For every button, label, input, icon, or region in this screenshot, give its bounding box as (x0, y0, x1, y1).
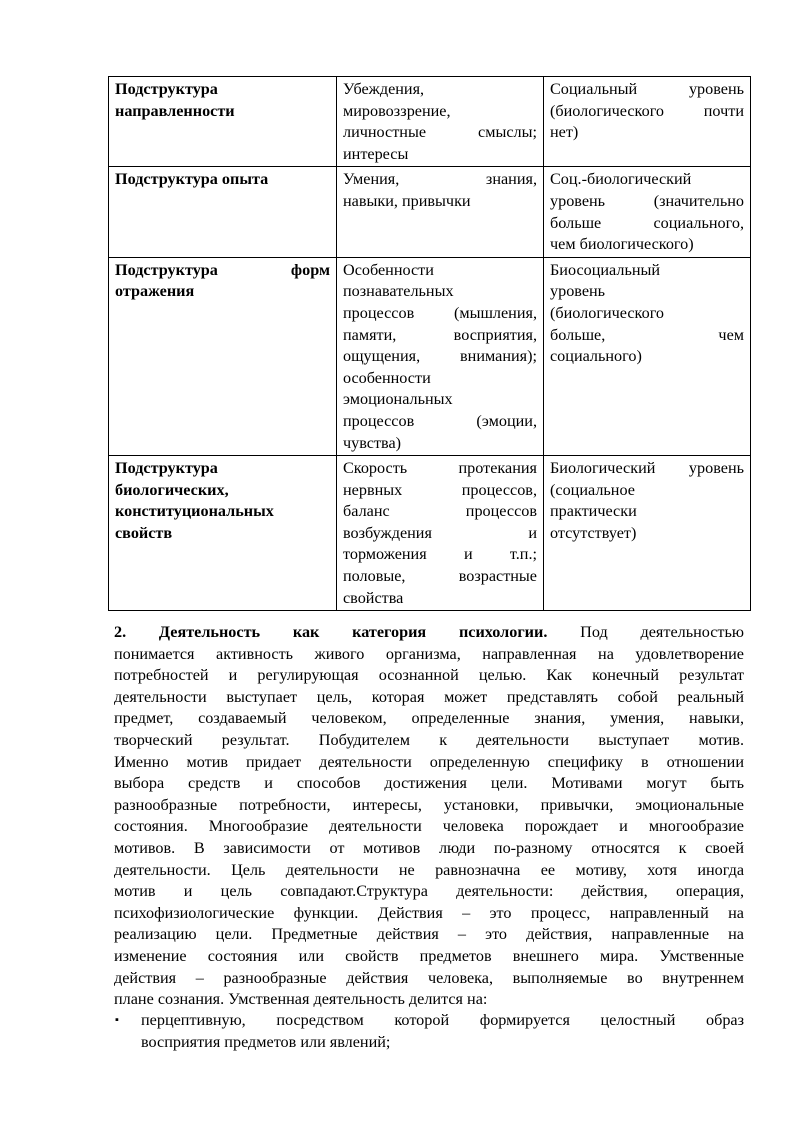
substructure-name-line: направленности (115, 101, 235, 120)
substructure-name-line: Подструктура опыта (115, 170, 269, 189)
substructure-content-line: личностные смыслы; (343, 123, 537, 142)
substructure-level-line: нет) (550, 123, 579, 142)
substructure-content-line: Убеждения, (343, 80, 425, 98)
substructure-level-line: больше социального, (550, 213, 744, 232)
substructure-content-line: торможения и т.п.; (343, 545, 537, 564)
substructure-name-line: Подструктура (115, 459, 218, 478)
table-row (109, 257, 751, 455)
substructure-content-line: нервных процессов, (343, 480, 537, 499)
substructure-level-cell (544, 167, 751, 257)
paragraph-line: деятельности. Цель деятельности не равнозначна ее мотиву, хотя иногда (114, 860, 744, 879)
substructure-content-line: возбуждения и (343, 523, 537, 542)
substructure-level-line: больше, чем (550, 325, 744, 344)
substructure-name-line: отражения (115, 282, 195, 301)
section-body (114, 644, 744, 1011)
substructure-level-line: уровень (550, 282, 606, 301)
substructure-content-line: баланс процессов (343, 502, 537, 521)
substructure-content-line: Умения, знания, (343, 170, 537, 189)
paragraph-line: предмет, создаваемый человеком, определенные знания, умения, навыки, (114, 709, 744, 728)
personality-structure-table (108, 76, 751, 611)
substructure-name-cell (109, 167, 337, 257)
substructure-content-line: мировоззрение, (343, 101, 451, 120)
substructure-content-cell (337, 456, 544, 611)
section-heading: 2. Деятельность как категория психологии. (114, 623, 548, 641)
substructure-content-line: Скорость протекания (343, 459, 537, 478)
paragraph-line: потребностей и регулирующая осознанной целью. Как конечный результат (114, 666, 744, 685)
paragraph-line: деятельности выступает цель, которая может представлять собой реальный (114, 687, 744, 706)
substructure-level-line: социального) (550, 347, 642, 366)
substructure-content-line: процессов (эмоции, (343, 411, 537, 430)
table-row (109, 77, 751, 167)
substructure-content-line: познавательных (343, 282, 454, 301)
substructure-name-cell (109, 456, 337, 611)
substructure-content-line: свойства (343, 588, 404, 607)
substructure-name-line: конституциональных (115, 502, 274, 521)
paragraph-line: мотив и цель совпадают.Структура деятельности: действия, операция, (114, 882, 744, 901)
paragraph-line: состояния. Многообразие деятельности человека порождает и многообразие (114, 817, 744, 836)
substructure-level-line: отсутствует) (550, 523, 637, 542)
substructure-level-cell (544, 456, 751, 611)
paragraph-line: действия – разнообразные действия человека, выполняемые во внутреннем (114, 968, 744, 987)
paragraph-line: изменение состояния или свойств предметов внешнего мира. Умственные (114, 946, 744, 965)
paragraph-line: мотивов. В зависимости от мотивов люди по-разному относятся к своей (114, 838, 744, 857)
paragraph-line: реализацию цели. Предметные действия – это действия, направленные на (114, 925, 744, 944)
list-item-line: перцептивную, посредством которой формируется целостный образ (141, 1011, 744, 1029)
substructure-name-line: биологических, (115, 480, 229, 499)
substructure-name-line: Подструктура форм (115, 260, 330, 279)
section-first-line-rest: Под деятельностью (547, 623, 744, 641)
substructure-content-line: ощущения, внимания); (343, 347, 537, 366)
section-first-line (114, 622, 744, 644)
substructure-content-line: процессов (мышления, (343, 303, 537, 322)
substructure-level-line: (биологического почти (550, 101, 744, 120)
substructure-content-line: особенности (343, 368, 431, 387)
substructure-name-line: Подструктура (115, 80, 218, 98)
bullet-list (114, 1010, 744, 1053)
substructure-content-line: интересы (343, 144, 409, 163)
table-body (109, 77, 751, 611)
paragraph-line: разнообразные потребности, интересы, установки, привычки, эмоциональные (114, 795, 744, 814)
substructure-level-line: Биологический уровень (550, 459, 744, 478)
substructure-content-line: половые, возрастные (343, 567, 537, 586)
substructure-content-line: эмоциональных (343, 390, 453, 409)
substructure-level-line: (биологического (550, 303, 665, 322)
substructure-name-cell (109, 77, 337, 167)
substructure-level-line: Соц.-биологический (550, 170, 692, 189)
substructure-level-cell (544, 257, 751, 455)
substructure-content-cell (337, 257, 544, 455)
substructure-level-line: Социальный уровень (550, 80, 744, 98)
table-row (109, 456, 751, 611)
substructure-name-line: свойств (115, 523, 173, 542)
paragraph-line: психофизиологические функции. Действия – это процесс, направленный на (114, 903, 744, 922)
list-item-text (141, 1010, 744, 1053)
substructure-level-line: чем биологического) (550, 235, 694, 254)
substructure-level-line: уровень (значительно (550, 191, 744, 210)
table-row (109, 167, 751, 257)
substructure-name-cell (109, 257, 337, 455)
substructure-content-cell (337, 167, 544, 257)
substructure-content-line: навыки, привычки (343, 191, 471, 210)
paragraph-line: творческий результат. Побудителем к деятельности выступает мотив. (114, 730, 744, 749)
square-bullet-icon: ▪ (115, 1014, 119, 1026)
paragraph-line: понимается активность живого организма, направленная на удовлетворение (114, 644, 744, 663)
substructure-content-line: чувства) (343, 433, 402, 452)
substructure-level-line: (социальное (550, 480, 635, 499)
substructure-level-cell (544, 77, 751, 167)
paragraph-line: Именно мотив придает деятельности определенную специфику в отношении (114, 752, 744, 771)
paragraph-line: выбора средств и способов достижения цели. Мотивами могут быть (114, 774, 744, 793)
substructure-level-line: практически (550, 502, 637, 521)
list-item-line: восприятия предметов или явлений; (141, 1032, 391, 1051)
substructure-content-line: Особенности (343, 260, 434, 279)
substructure-level-line: Биосоциальный (550, 260, 661, 279)
paragraph-line: плане сознания. Умственная деятельность делится на: (114, 990, 488, 1009)
substructure-content-line: памяти, восприятия, (343, 325, 537, 344)
list-item (114, 1010, 744, 1053)
section-activity (114, 622, 744, 1011)
substructure-content-cell (337, 77, 544, 167)
